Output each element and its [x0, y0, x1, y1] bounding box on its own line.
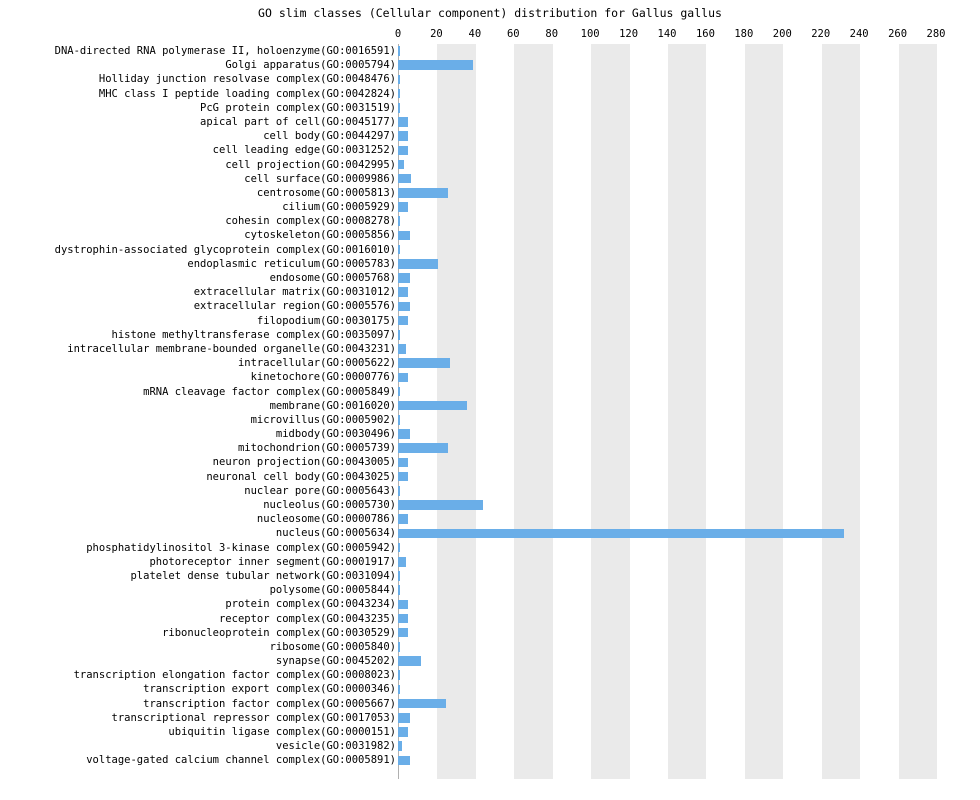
bar: [398, 89, 400, 99]
x-tick-label: 260: [888, 28, 908, 40]
x-tick-label: 120: [619, 28, 639, 40]
bar: [398, 216, 400, 226]
category-label: ribonucleoprotein complex(GO:0030529): [162, 626, 396, 639]
category-label: nucleosome(GO:0000786): [256, 513, 396, 526]
category-label: transcription factor complex(GO:0005667): [143, 697, 396, 710]
bar: [398, 188, 448, 198]
bar-row: [0, 541, 980, 555]
category-label: neuron projection(GO:0043005): [212, 456, 396, 469]
bar-row: [0, 370, 980, 384]
bar: [398, 571, 400, 581]
bar: [398, 713, 410, 723]
bar-row: [0, 200, 980, 214]
category-label: transcriptional repressor complex(GO:0017053): [111, 711, 396, 724]
category-label: synapse(GO:0045202): [275, 655, 396, 668]
x-tick-label: 60: [506, 28, 520, 40]
bar: [398, 685, 400, 695]
bar-row: [0, 385, 980, 399]
bar: [398, 529, 844, 539]
category-label: platelet dense tubular network(GO:0031094): [130, 569, 396, 582]
bar-row: [0, 470, 980, 484]
bar: [398, 202, 408, 212]
x-tick-label: 240: [849, 28, 869, 40]
bar-row: [0, 399, 980, 413]
bar-row: [0, 115, 980, 129]
bar: [398, 330, 400, 340]
category-label: cell leading edge(GO:0031252): [212, 144, 396, 157]
bar: [398, 75, 400, 85]
category-label: protein complex(GO:0043234): [225, 598, 396, 611]
bar-row: [0, 597, 980, 611]
bar-row: [0, 711, 980, 725]
category-label: cell projection(GO:0042995): [225, 158, 396, 171]
bar: [398, 458, 408, 468]
bar: [398, 472, 408, 482]
bar: [398, 231, 410, 241]
category-label: intracellular(GO:0005622): [237, 357, 396, 370]
bar: [398, 387, 400, 397]
bar-row: [0, 285, 980, 299]
bar-row: [0, 342, 980, 356]
bar: [398, 656, 421, 666]
bar-row: [0, 498, 980, 512]
bar-row: [0, 158, 980, 172]
bar-row: [0, 725, 980, 739]
bar: [398, 585, 400, 595]
x-tick-label: 140: [657, 28, 677, 40]
category-label: membrane(GO:0016020): [269, 399, 396, 412]
bar: [398, 543, 400, 553]
category-label: endosome(GO:0005768): [269, 272, 396, 284]
bar-row: [0, 299, 980, 313]
bar: [398, 273, 410, 283]
bar-row: [0, 697, 980, 711]
category-label: extracellular region(GO:0005576): [193, 300, 396, 313]
bar-row: [0, 58, 980, 72]
bar: [398, 146, 408, 156]
category-label: kinetochore(GO:0000776): [250, 371, 396, 384]
bar-row: [0, 143, 980, 157]
bar-row: [0, 682, 980, 696]
bar: [398, 60, 473, 70]
bar-row: [0, 441, 980, 455]
bar-row: [0, 555, 980, 569]
bar-row: [0, 243, 980, 257]
bar: [398, 699, 446, 709]
category-label: polysome(GO:0005844): [269, 584, 396, 597]
category-label: cytoskeleton(GO:0005856): [244, 229, 396, 242]
bar: [398, 131, 408, 141]
bar-row: [0, 640, 980, 654]
x-tick-label: 160: [695, 28, 715, 40]
category-label: phosphatidylinositol 3-kinase complex(GO:0005942): [86, 541, 396, 554]
bar: [398, 642, 400, 652]
category-label: nucleus(GO:0005634): [275, 527, 396, 540]
bar: [398, 160, 404, 170]
category-label: transcription elongation factor complex(GO:0008023): [73, 669, 396, 682]
bar: [398, 600, 408, 610]
bar-row: [0, 413, 980, 427]
category-label: cilium(GO:0005929): [282, 201, 396, 214]
category-label: mRNA cleavage factor complex(GO:0005849): [143, 385, 396, 398]
bar: [398, 628, 408, 638]
x-tick-label: 180: [734, 28, 754, 40]
bar: [398, 373, 408, 383]
category-label: histone methyltransferase complex(GO:0035097): [111, 328, 396, 341]
category-label: mitochondrion(GO:0005739): [237, 442, 396, 455]
bar: [398, 741, 402, 751]
bar: [398, 117, 408, 127]
category-label: ubiquitin ligase complex(GO:0000151): [168, 726, 396, 738]
bar-row: [0, 44, 980, 58]
chart-title: GO slim classes (Cellular component) distribution for Gallus gallus: [258, 6, 722, 20]
bar: [398, 259, 438, 269]
bar-row: [0, 626, 980, 640]
category-label: extracellular matrix(GO:0031012): [193, 286, 396, 299]
bar: [398, 103, 400, 113]
x-tick-label: 80: [545, 28, 559, 40]
bar-row: [0, 257, 980, 271]
category-label: intracellular membrane-bounded organelle(GO:0043231): [67, 342, 396, 355]
x-tick-label: 220: [811, 28, 831, 40]
category-label: apical part of cell(GO:0045177): [200, 115, 396, 128]
x-tick-label: 280: [926, 28, 946, 40]
bar: [398, 401, 467, 411]
bar-row: [0, 512, 980, 526]
bar: [398, 316, 408, 326]
category-label: midbody(GO:0030496): [275, 428, 396, 441]
bar-rows: [0, 44, 980, 768]
bar-row: [0, 753, 980, 767]
category-label: PcG protein complex(GO:0031519): [200, 101, 396, 114]
category-label: vesicle(GO:0031982): [275, 740, 396, 753]
category-label: cell body(GO:0044297): [263, 130, 396, 143]
category-label: cell surface(GO:0009986): [244, 172, 396, 185]
bar: [398, 429, 410, 439]
bar-row: [0, 739, 980, 753]
category-label: MHC class I peptide loading complex(GO:0042824): [98, 87, 396, 100]
bar: [398, 670, 400, 680]
bar: [398, 174, 411, 184]
category-label: ribosome(GO:0005840): [269, 640, 396, 653]
bar-row: [0, 526, 980, 540]
bar: [398, 486, 400, 496]
bar-row: [0, 228, 980, 242]
bar-row: [0, 314, 980, 328]
bar-row: [0, 214, 980, 228]
x-axis-tick-labels: [0, 28, 980, 44]
bar: [398, 443, 448, 453]
x-tick-label: 200: [772, 28, 792, 40]
bar: [398, 727, 408, 737]
category-label: endoplasmic reticulum(GO:0005783): [187, 257, 396, 270]
bar-row: [0, 172, 980, 186]
bar-row: [0, 87, 980, 101]
bar: [398, 415, 400, 425]
bar-row: [0, 72, 980, 86]
bar-row: [0, 569, 980, 583]
bar: [398, 500, 483, 510]
bar-row: [0, 101, 980, 115]
bar-row: [0, 328, 980, 342]
x-tick-label: 20: [430, 28, 443, 40]
bar-row: [0, 668, 980, 682]
category-label: receptor complex(GO:0043235): [218, 612, 396, 625]
x-tick-label: 40: [468, 28, 482, 40]
bar: [398, 46, 400, 56]
category-label: dystrophin-associated glycoprotein complex(GO:0016010): [54, 243, 396, 256]
category-label: Golgi apparatus(GO:0005794): [225, 59, 396, 72]
bar: [398, 344, 406, 354]
bar: [398, 302, 410, 312]
bar-row: [0, 186, 980, 200]
bar-row: [0, 654, 980, 668]
bar-row: [0, 583, 980, 597]
bar: [398, 557, 406, 567]
category-label: filopodium(GO:0030175): [256, 314, 396, 327]
bar-row: [0, 271, 980, 285]
bar-row: [0, 129, 980, 143]
category-label: nucleolus(GO:0005730): [263, 499, 396, 511]
category-label: neuronal cell body(GO:0043025): [206, 470, 396, 483]
category-label: DNA-directed RNA polymerase II, holoenzyme(GO:0016591): [54, 45, 396, 57]
category-label: photoreceptor inner segment(GO:0001917): [149, 555, 396, 568]
bar: [398, 245, 400, 255]
category-label: Holliday junction resolvase complex(GO:0048476): [98, 73, 396, 86]
bar: [398, 614, 408, 624]
x-tick-label: 100: [580, 28, 600, 40]
category-label: microvillus(GO:0005902): [250, 413, 396, 426]
category-label: centrosome(GO:0005813): [256, 186, 396, 199]
category-label: transcription export complex(GO:0000346): [143, 683, 396, 696]
category-label: nuclear pore(GO:0005643): [244, 484, 396, 497]
category-label: cohesin complex(GO:0008278): [225, 215, 396, 228]
bar: [398, 514, 408, 524]
bar: [398, 287, 408, 297]
bar-row: [0, 612, 980, 626]
bar: [398, 756, 410, 766]
bar-row: [0, 455, 980, 469]
bar-row: [0, 356, 980, 370]
category-label: voltage-gated calcium channel complex(GO:0005891): [86, 754, 396, 767]
x-tick-label: 0: [394, 28, 402, 40]
bar: [398, 358, 450, 368]
bar-row: [0, 484, 980, 498]
bar-row: [0, 427, 980, 441]
